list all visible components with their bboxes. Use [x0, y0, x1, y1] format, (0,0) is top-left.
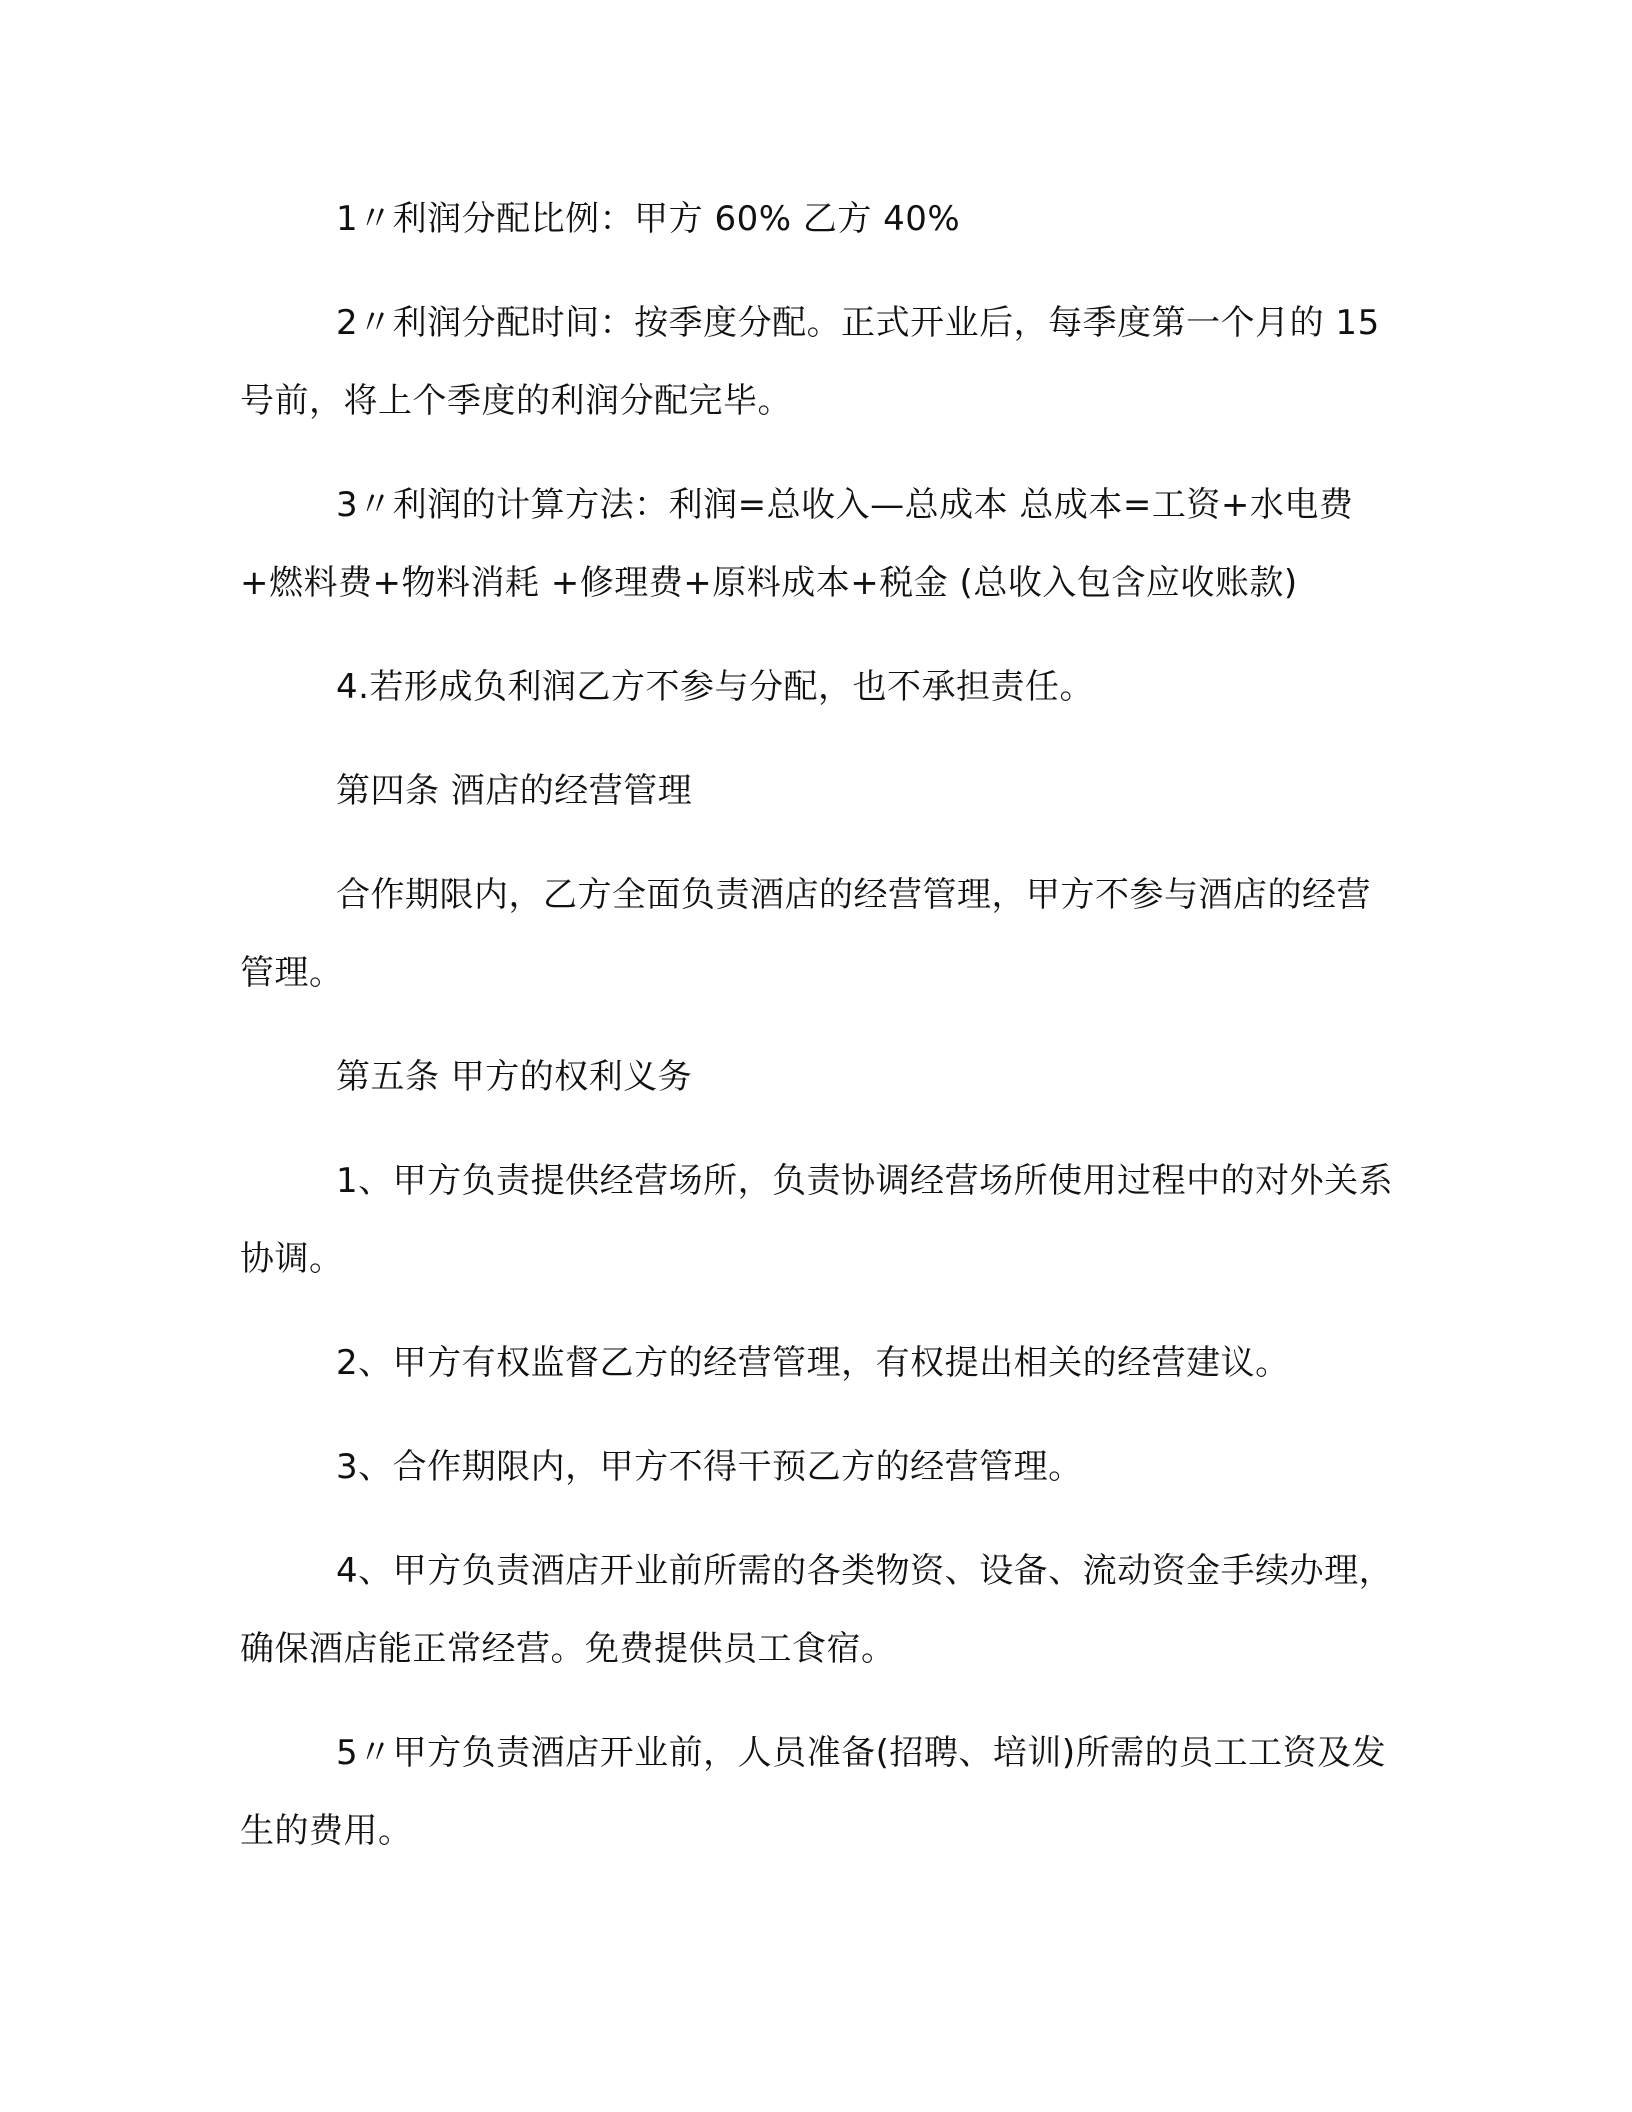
party-a-duty-5: 5〃甲方负责酒店开业前，人员准备(招聘、培训)所需的员工工资及发生的费用。 [240, 1733, 1387, 1851]
party-a-duty-3: 3、合作期限内，甲方不得干预乙方的经营管理。 [336, 1447, 1083, 1487]
profit-time-paragraph: 2〃利润分配时间：按季度分配。正式开业后，每季度第一个月的 15 号前，将上个季度的利润分配完毕。 [240, 303, 1380, 421]
profit-calculation-paragraph: 3〃利润的计算方法：利润=总收入—总成本 总成本=工资+水电费+燃料费+物料消耗 +修理费+原料成本+税金 (总收入包含应收账款) [240, 485, 1354, 603]
document-body [240, 180, 1400, 1896]
party-a-duty-2: 2、甲方有权监督乙方的经营管理，有权提出相关的经营建议。 [336, 1343, 1290, 1383]
article-four-heading: 第四条 酒店的经营管理 [336, 771, 693, 811]
negative-profit-paragraph: 4.若形成负利润乙方不参与分配，也不承担责任。 [336, 667, 1094, 707]
party-a-duty-1: 1、甲方负责提供经营场所，负责协调经营场所使用过程中的对外关系协调。 [240, 1161, 1394, 1279]
party-a-duty-4: 4、甲方负责酒店开业前所需的各类物资、设备、流动资金手续办理，确保酒店能正常经营。免费提供员工食宿。 [240, 1551, 1394, 1669]
management-paragraph: 合作期限内，乙方全面负责酒店的经营管理，甲方不参与酒店的经营管理。 [240, 875, 1371, 993]
profit-ratio-paragraph: 1〃利润分配比例：甲方 60% 乙方 40% [336, 199, 961, 239]
article-five-heading: 第五条 甲方的权利义务 [336, 1057, 693, 1097]
